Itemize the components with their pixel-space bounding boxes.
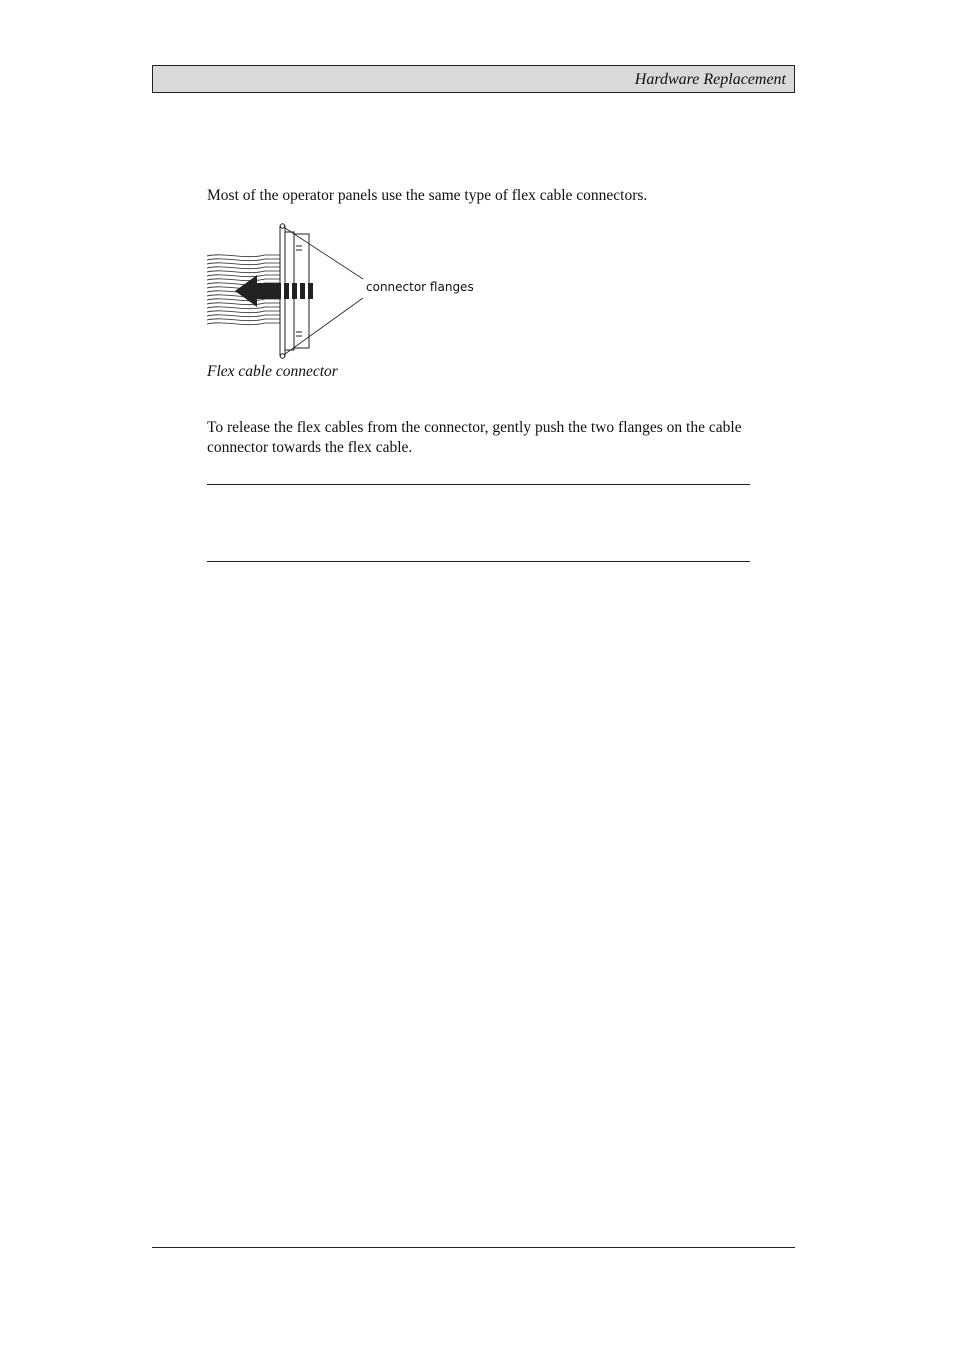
note-bottom-rule [207, 561, 750, 562]
callout-label: connector flanges [366, 280, 474, 294]
footer-rule [152, 1247, 795, 1248]
page-header [152, 65, 795, 93]
header-title: Hardware Replacement [634, 71, 786, 88]
flex-cable-figure [205, 220, 485, 362]
note-top-rule [207, 484, 750, 485]
instruction-paragraph: To release the flex cables from the connector, gently push the two flanges on the cable connector towards the flex cable. [207, 419, 742, 456]
figure-caption: Flex cable connector [207, 363, 338, 380]
flex-cable-connector-illustration [205, 220, 485, 362]
intro-paragraph: Most of the operator panels use the same type of flex cable connectors. [207, 187, 648, 204]
